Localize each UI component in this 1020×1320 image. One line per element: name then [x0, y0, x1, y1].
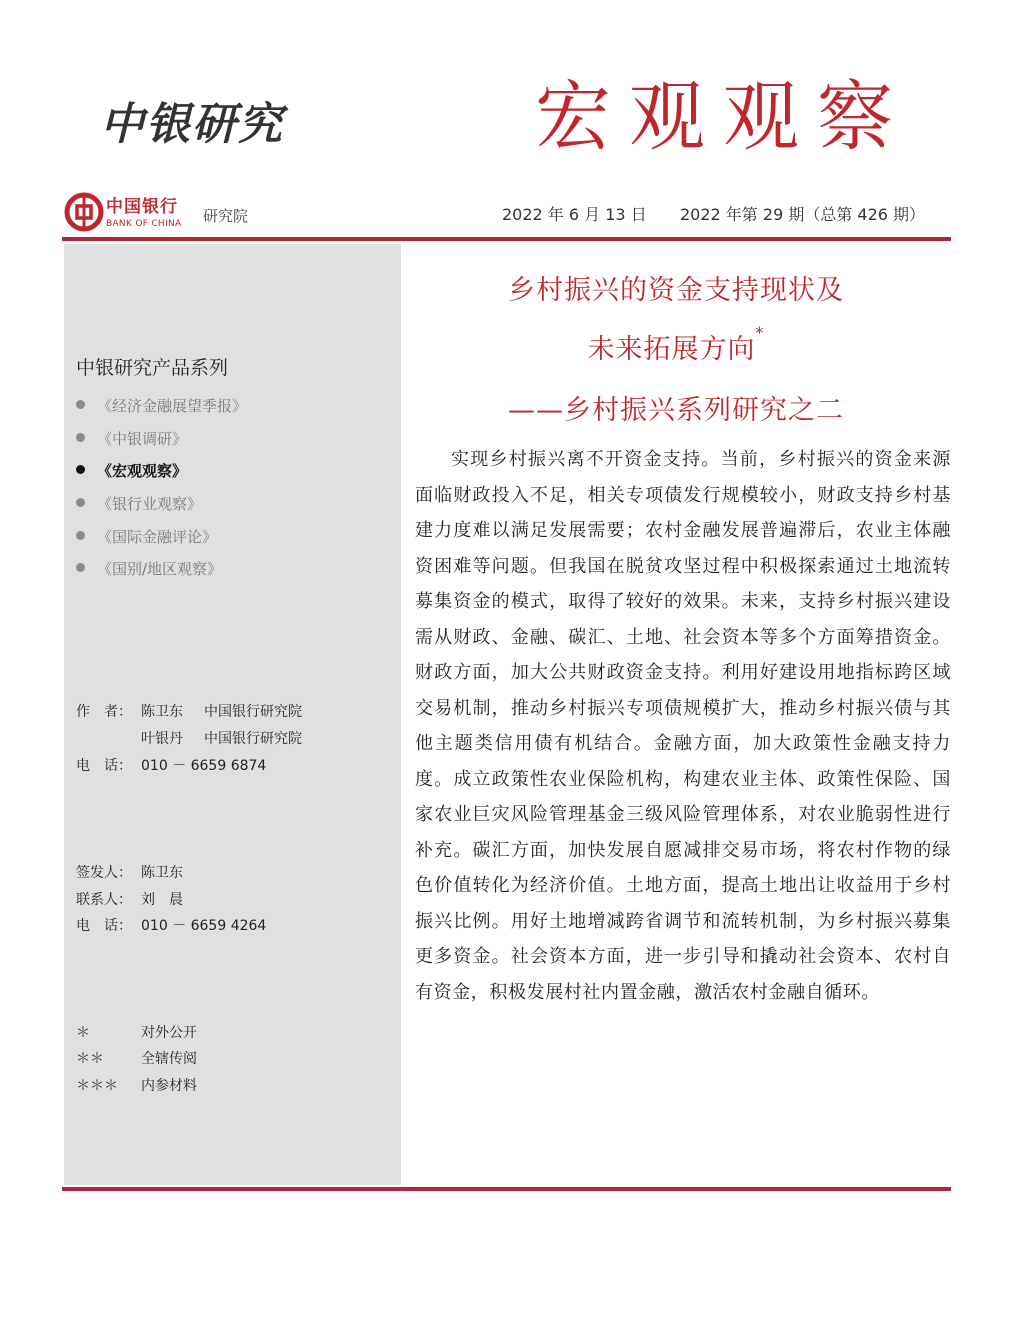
institute-label: 研究院 — [203, 207, 249, 225]
product-item-label: 《宏观观察》 — [97, 462, 188, 480]
issue-date: 2022 年 6 月 13 日 — [502, 205, 647, 224]
product-item-label: 《国别/地区观察》 — [97, 560, 223, 578]
bullet-icon — [76, 433, 85, 442]
contact-phone: 010 － 6659 4264 — [141, 918, 267, 934]
summary-paragraph: 实现乡村振兴离不开资金支持。当前，乡村振兴的资金来源面临财政投入不足，相关专项债发行规模较小，财政支持乡村基建力度难以满足发展需要；农村金融发展普遍滞后，农业主体融资困难等问题。但我国在脱贫攻坚过程中积极探索通过土地流转募集资金的模式，取得了较好的效果。未来，支持乡村振兴建设需从财政、金融、碳汇、土地、社会资本等多个方面筹措资金。财政方面，加大公共财政资金支持。利用好建设用地指标跨区域交易机制，推动乡村振兴专项债规模扩大，推动乡村振兴债与其他主题类信用债有机结合。金融方面，加大政策性金融支持力度。成立政策性农业保险机构，构建农业主体、政策性保险、国家农业巨灾风险管理基金三级风险管理体系，对农业脆弱性进行补充。碳汇方面，加快发展自愿减排交易市场，将农村作物的绿色价值转化为经济价值。土地方面，提高土地出让收益用于乡村振兴比例。用好土地增减跨省调节和流转机制，为乡村振兴募集更多资金。社会资本方面，进一步引导和撬动社会资本、农村自有资金，积极发展村社内置金融，激活农村金融自循环。 — [415, 449, 951, 1003]
product-item[interactable] — [76, 558, 222, 579]
bank-name-cn: 中国银行 — [106, 197, 178, 217]
classification-label: 内参材料 — [141, 1078, 197, 1094]
product-item-label: 《国际金融评论》 — [97, 528, 218, 546]
bullet-icon — [76, 531, 85, 540]
author-org: 中国银行研究院 — [204, 731, 302, 747]
product-item-active[interactable] — [76, 460, 187, 481]
report-subtitle: ——乡村振兴系列研究之二 — [508, 395, 844, 426]
product-item[interactable] — [76, 428, 187, 449]
bank-of-china-logo-icon — [64, 192, 104, 232]
signer-label: 签发人： — [76, 865, 132, 881]
footer-divider — [62, 1187, 951, 1191]
authors-label: 作 者： — [76, 704, 132, 720]
classification-label: 全辖传阅 — [141, 1051, 197, 1067]
product-item-label: 《经济金融展望季报》 — [97, 397, 248, 415]
report-title-text: 未来拓展方向 — [587, 334, 756, 365]
author-phone: 010 － 6659 6874 — [141, 758, 267, 774]
bullet-icon — [76, 498, 85, 507]
issue-number: 2022 年第 29 期（总第 426 期） — [680, 205, 926, 224]
header-divider — [62, 237, 951, 241]
product-series-title: 中银研究产品系列 — [76, 357, 229, 379]
product-item[interactable] — [76, 395, 247, 416]
bullet-icon — [76, 563, 85, 572]
product-item[interactable] — [76, 526, 217, 547]
author-name: 叶银丹 — [141, 731, 183, 747]
product-item-label: 《中银调研》 — [97, 430, 188, 448]
phone-label: 电 话： — [76, 758, 132, 774]
classification-mark: ＊＊＊ — [76, 1078, 118, 1094]
classification-label: 对外公开 — [141, 1025, 197, 1041]
product-item-label: 《银行业观察》 — [97, 495, 203, 513]
classification-mark: ＊＊ — [76, 1051, 104, 1067]
author-name: 陈卫东 — [141, 704, 183, 720]
signer-name: 陈卫东 — [141, 865, 183, 881]
brand-calligraphy-logo: 中银研究 — [100, 99, 284, 150]
bank-name-en: BANK OF CHINA — [106, 219, 182, 229]
footnote-marker: * — [755, 323, 765, 342]
contact-name: 刘 晨 — [141, 892, 183, 908]
bullet-icon — [76, 465, 85, 474]
series-title: 宏观观察 — [535, 72, 911, 161]
product-item[interactable] — [76, 493, 202, 514]
contact-label: 联系人： — [76, 892, 132, 908]
phone-label: 电 话： — [76, 918, 132, 934]
report-title-line2 — [401, 323, 951, 366]
report-title-line1: 乡村振兴的资金支持现状及 — [508, 275, 844, 306]
classification-mark: ＊ — [76, 1025, 90, 1041]
bullet-icon — [76, 400, 85, 409]
author-org: 中国银行研究院 — [204, 704, 302, 720]
